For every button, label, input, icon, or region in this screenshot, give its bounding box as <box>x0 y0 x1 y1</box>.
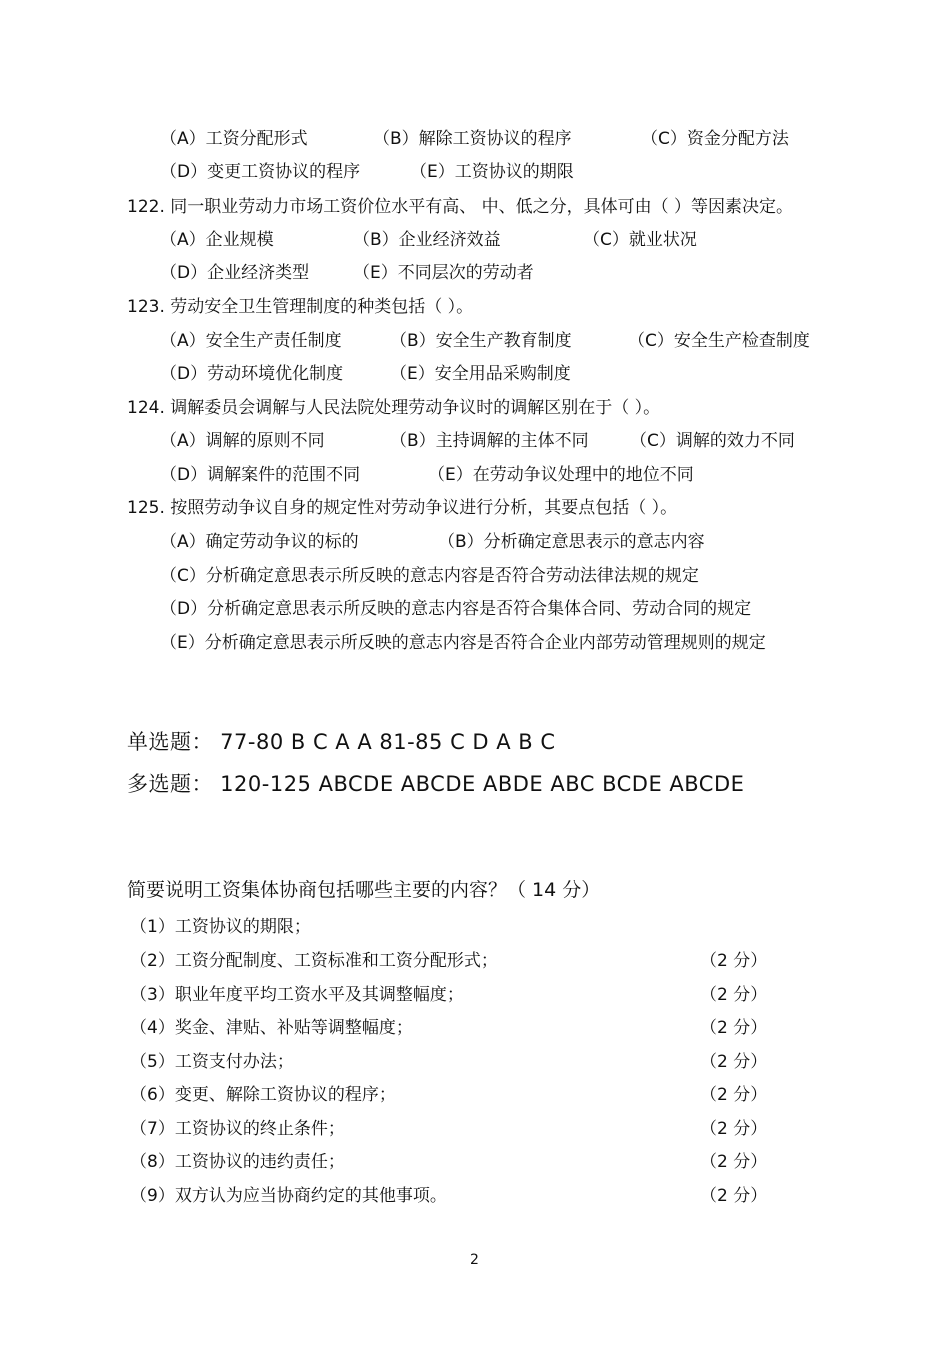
q125-option-d: （D）分析确定意思表示所反映的意志内容是否符合集体合同、劳动合同的规定 <box>160 599 752 619</box>
q124-option-d: （D）调解案件的范围不同 <box>160 465 361 485</box>
answer-item-6-score: （2 分） <box>700 1085 768 1105</box>
answer-item-8-score: （2 分） <box>700 1152 768 1172</box>
q122-option-e: （E）不同层次的劳动者 <box>353 263 534 283</box>
answer-item-3-score: （2 分） <box>700 985 768 1005</box>
answer-item-7: （7）工资协议的终止条件； <box>130 1119 345 1139</box>
answer-item-2-score: （2 分） <box>700 951 768 971</box>
q123-option-d: （D）劳动环境优化制度 <box>160 364 344 384</box>
answer-item-5-score: （2 分） <box>700 1052 768 1072</box>
q121-option-e: （E）工资协议的期限 <box>410 162 574 182</box>
answer-item-9: （9）双方认为应当协商约定的其他事项。 <box>130 1186 447 1206</box>
answer-item-4: （4）奖金、津贴、补贴等调整幅度； <box>130 1018 413 1038</box>
answer-item-5: （5）工资支付办法； <box>130 1052 294 1072</box>
q121-option-c: （C）资金分配方法 <box>641 129 789 149</box>
q123-option-b: （B）安全生产教育制度 <box>390 331 572 351</box>
q124-option-e: （E）在劳动争议处理中的地位不同 <box>428 465 694 485</box>
q124-stem: 124. 调解委员会调解与人民法院处理劳动争议时的调解区别在于（ ）。 <box>127 398 661 418</box>
q124-option-b: （B）主持调解的主体不同 <box>390 431 589 451</box>
answer-item-4-score: （2 分） <box>700 1018 768 1038</box>
answer-item-2: （2）工资分配制度、工资标准和工资分配形式； <box>130 951 498 971</box>
q125-option-a: （A）确定劳动争议的标的 <box>160 532 359 552</box>
short-answer-question: 简要说明工资集体协商包括哪些主要的内容？（ 14 分） <box>127 879 601 901</box>
multi-choice-answers: 多选题： 120-125 ABCDE ABCDE ABDE ABC BCDE ABCDE <box>127 772 745 796</box>
answer-item-6: （6）变更、解除工资协议的程序； <box>130 1085 396 1105</box>
answer-item-3: （3）职业年度平均工资水平及其调整幅度； <box>130 985 464 1005</box>
q122-option-b: （B）企业经济效益 <box>353 230 501 250</box>
single-choice-answers: 单选题： 77-80 B C A A 81-85 C D A B C <box>127 730 556 754</box>
q122-option-a: （A）企业规模 <box>160 230 274 250</box>
answer-item-7-score: （2 分） <box>700 1119 768 1139</box>
q125-option-e: （E）分析确定意思表示所反映的意志内容是否符合企业内部劳动管理规则的规定 <box>160 633 766 653</box>
page-number: 2 <box>470 1252 479 1268</box>
q124-option-c: （C）调解的效力不同 <box>630 431 795 451</box>
q123-stem: 123. 劳动安全卫生管理制度的种类包括（ ）。 <box>127 297 474 317</box>
q123-option-a: （A）安全生产责任制度 <box>160 331 342 351</box>
answer-item-9-score: （2 分） <box>700 1186 768 1206</box>
q121-option-d: （D）变更工资协议的程序 <box>160 162 361 182</box>
q124-option-a: （A）调解的原则不同 <box>160 431 325 451</box>
q122-option-c: （C）就业状况 <box>583 230 697 250</box>
q123-option-e: （E）安全用品采购制度 <box>390 364 571 384</box>
answer-item-1: （1）工资协议的期限； <box>130 917 311 937</box>
q121-option-b: （B）解除工资协议的程序 <box>373 129 572 149</box>
answer-item-8: （8）工资协议的违约责任； <box>130 1152 345 1172</box>
q122-stem: 122. 同一职业劳动力市场工资价位水平有高、 中、低之分，具体可由（ ）等因素决定。 <box>127 197 794 217</box>
q125-option-b: （B）分析确定意思表示的意志内容 <box>438 532 705 552</box>
q125-option-c: （C）分析确定意思表示所反映的意志内容是否符合劳动法律法规的规定 <box>160 566 699 586</box>
q125-stem: 125. 按照劳动争议自身的规定性对劳动争议进行分析，其要点包括（ ）。 <box>127 498 678 518</box>
q122-option-d: （D）企业经济类型 <box>160 263 310 283</box>
q121-option-a: （A）工资分配形式 <box>160 129 308 149</box>
q123-option-c: （C）安全生产检查制度 <box>628 331 810 351</box>
